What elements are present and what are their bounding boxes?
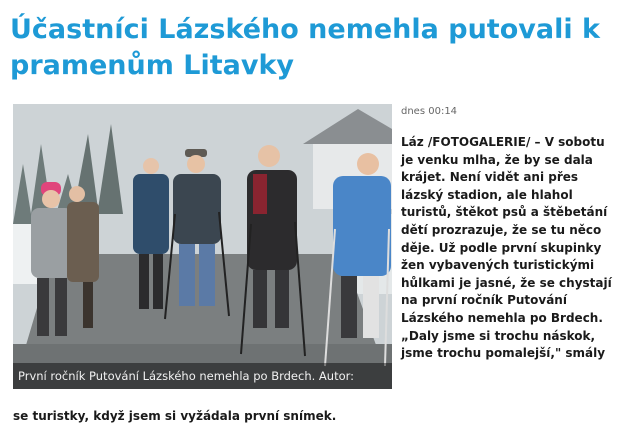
article-lead-text-continued: se turistky, když jsem si vyžádala první snímek. (13, 409, 337, 423)
photo-image (13, 104, 392, 389)
article-timestamp: dnes 00:14 (401, 106, 458, 117)
article-title[interactable]: Účastníci Lázského nemehla putovali k pramenům Litavky (10, 14, 600, 81)
photo-caption: První ročník Putování Lázského nemehla po Brdech. Autor: (13, 363, 392, 389)
article-lead-text: Láz /FOTOGALERIE/ – V sobotu je venku mlha, že by se dala krájet. Není vidět ani přes lázský stadion, ale hlahol turistů, štěkot psů a štěbetání dětí prozrazuje, že se tu něco děje. Už podle první skupinky žen vybavených turistickými hůlkami je jasné, že se chystají na první ročník Putování Lázského nemehla po Brdech. „Daly jsme si trochu náskok, jsme trochu pomalejší," smály (401, 135, 612, 361)
article-photo[interactable] (13, 104, 392, 389)
